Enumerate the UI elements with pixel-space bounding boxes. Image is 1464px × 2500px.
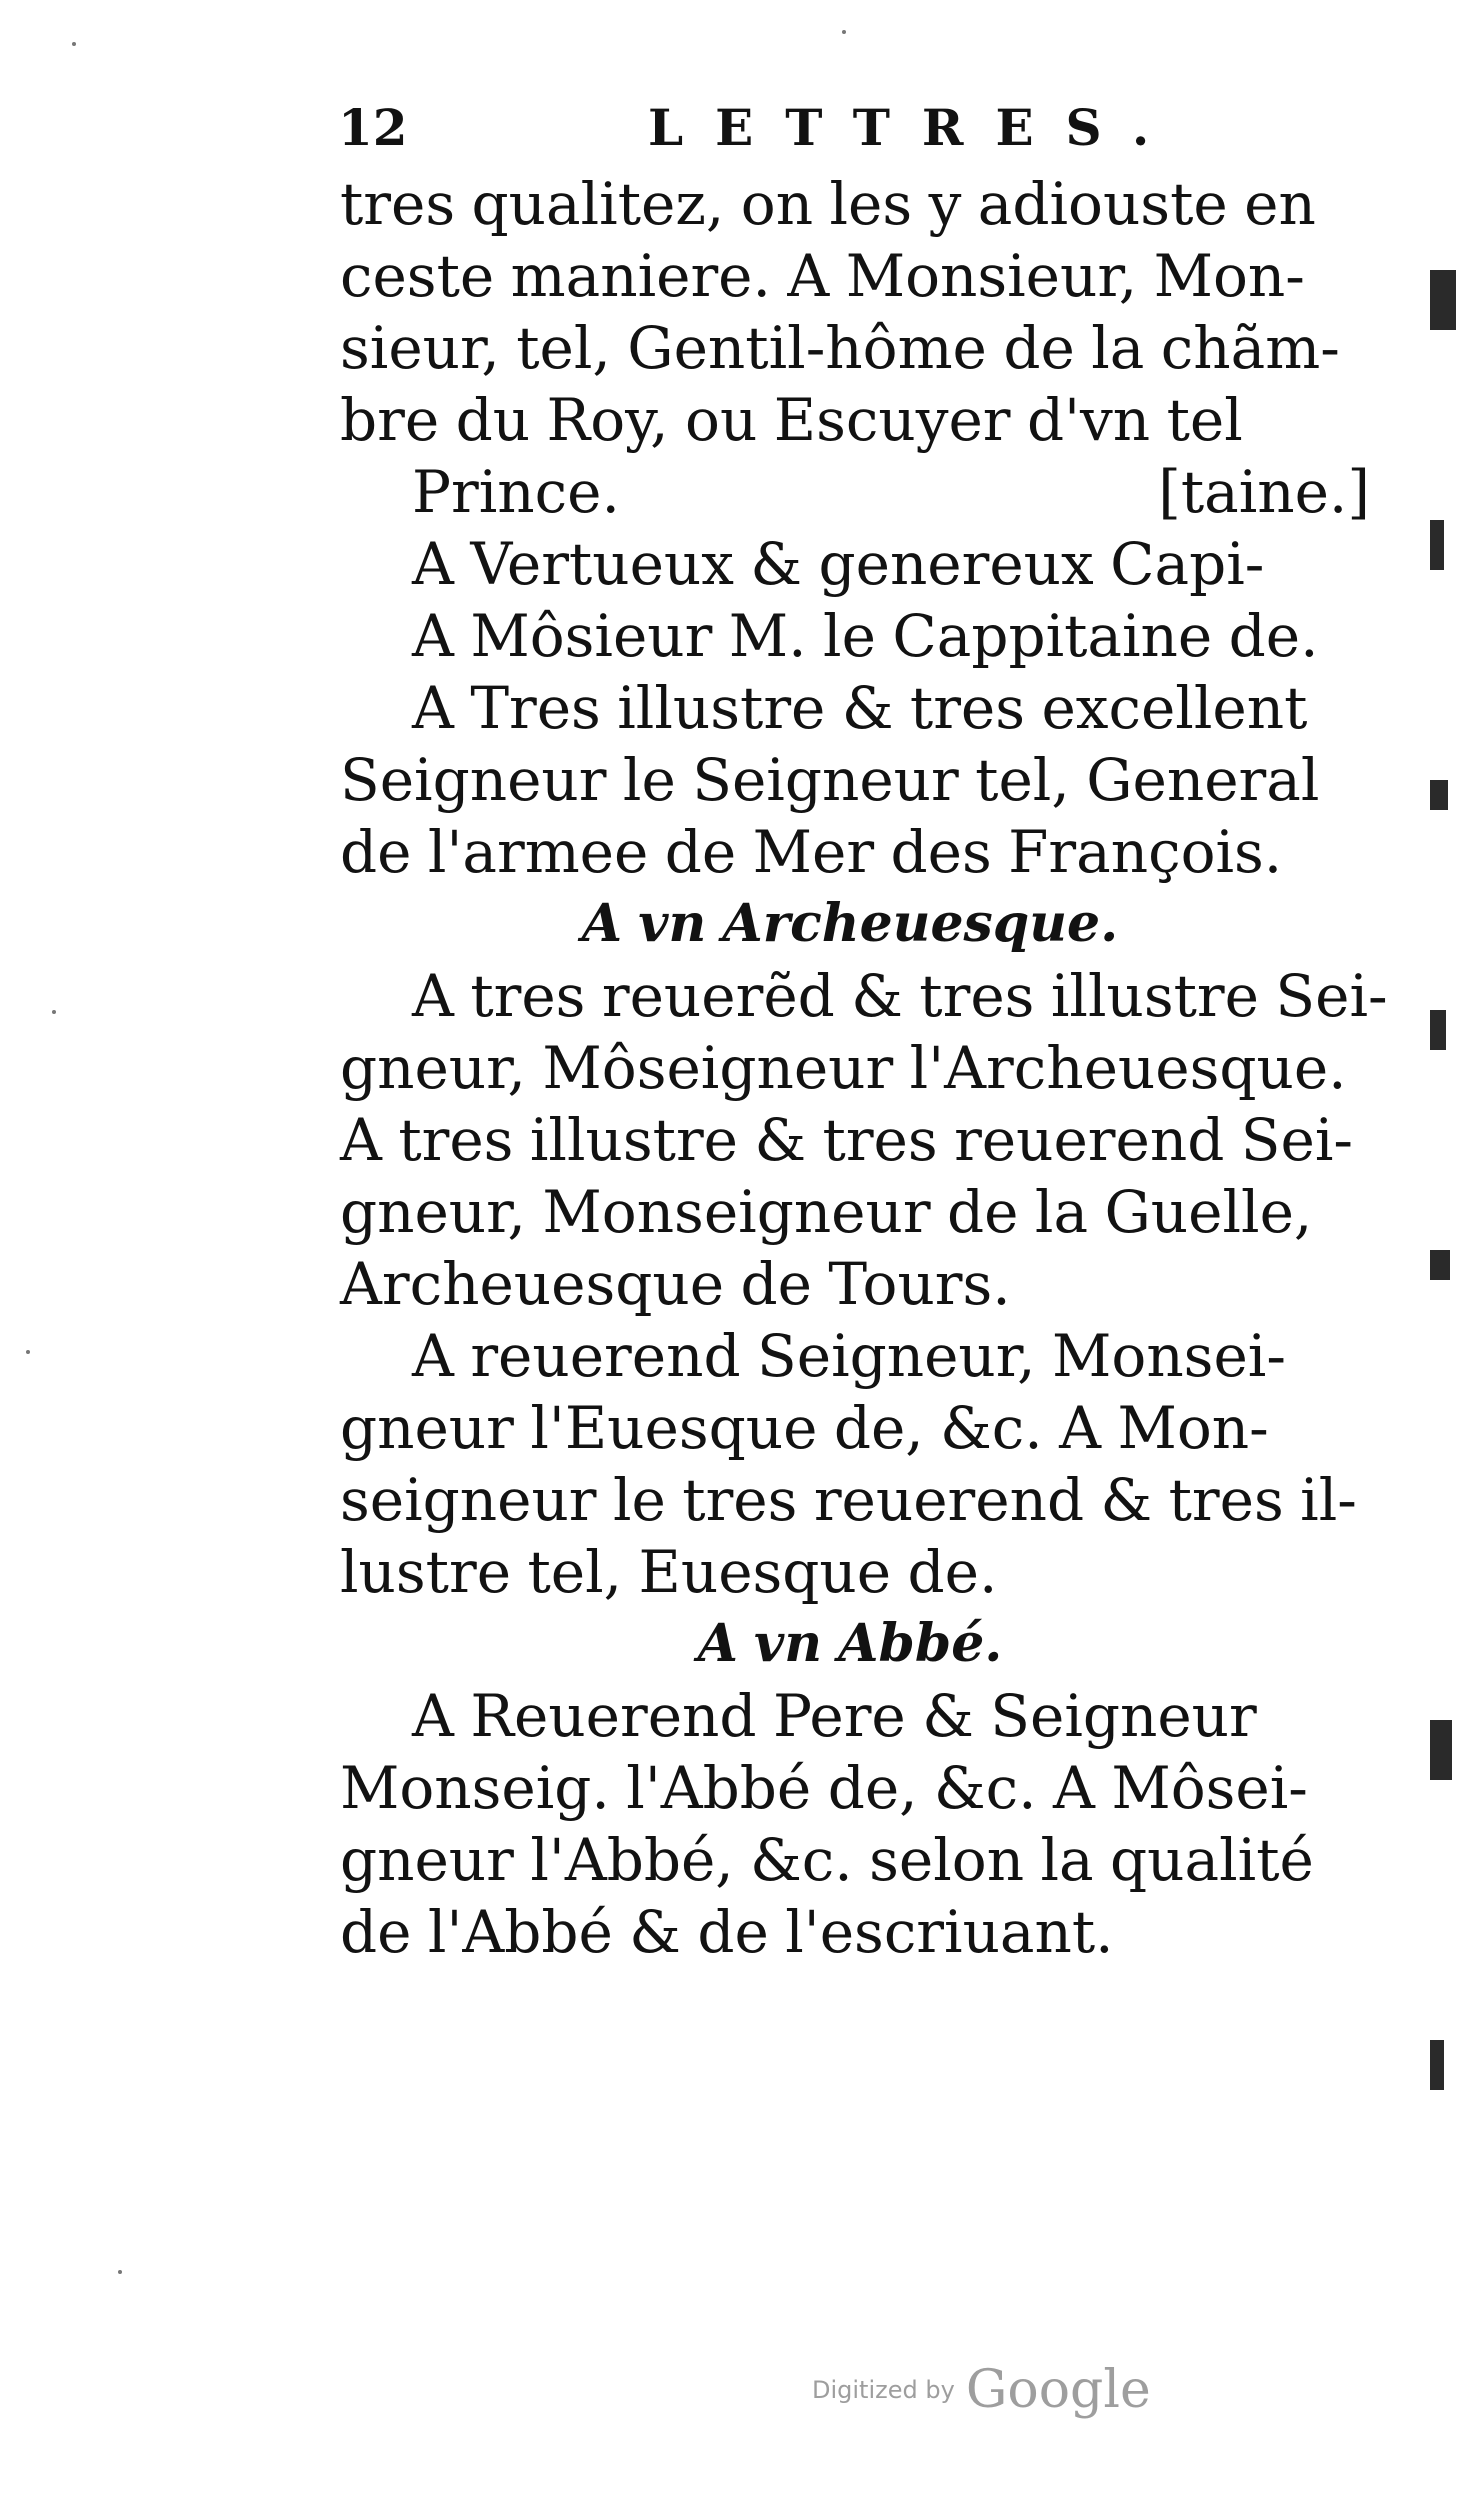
margin-fragment (1430, 780, 1448, 810)
google-logo-text: Google (965, 2360, 1151, 2420)
line-right: [taine.] (1158, 458, 1370, 526)
speck (118, 2270, 122, 2274)
text-line: Monseig. l'Abbé de, &c. A Môsei- (340, 1754, 1308, 1822)
text-line: tres qualitez, on les y adiouste en (340, 170, 1316, 238)
text-line: A reuerend Seigneur, Monsei- (412, 1322, 1286, 1390)
text-line: A Reuerend Pere & Seigneur (412, 1682, 1257, 1750)
section-heading: A vn Archeuesque. (581, 893, 1119, 954)
margin-fragment (1430, 1250, 1450, 1280)
text-line: A tres illustre & tres reuerend Sei- (340, 1106, 1353, 1174)
line-left: Prince. (412, 458, 620, 526)
text-line: A Tres illustre & tres excellent (412, 674, 1308, 742)
margin-fragment (1430, 1010, 1446, 1050)
text-line: gneur, Monseigneur de la Guelle, (340, 1178, 1313, 1246)
margin-fragment (1430, 2040, 1444, 2090)
text-line: Archeuesque de Tours. (340, 1250, 1011, 1318)
text-line: A Môsieur M. le Cappitaine de. (412, 602, 1319, 670)
text-line: bre du Roy, ou Escuyer d'vn tel (340, 386, 1243, 454)
speck (842, 30, 846, 34)
speck (52, 1010, 56, 1014)
text-line: A tres reuerẽd & tres illustre Sei- (412, 962, 1388, 1030)
text-line: sieur, tel, Gentil-hôme de la chãm- (340, 314, 1340, 382)
text-line: lustre tel, Euesque de. (340, 1538, 998, 1606)
text-line-split (340, 456, 1380, 528)
text-line: ceste maniere. A Monsieur, Mon- (340, 242, 1305, 310)
text-line: gneur l'Abbé, &c. selon la qualité (340, 1826, 1314, 1894)
page-number: 12 (338, 98, 408, 157)
margin-fragment (1430, 1720, 1452, 1780)
google-watermark (812, 2360, 1151, 2430)
speck (26, 1350, 30, 1354)
digitized-by-text: Digitized by (812, 2376, 955, 2404)
running-head (338, 92, 1348, 164)
margin-fragment (1430, 270, 1456, 330)
running-title: LETTRES. (648, 98, 1182, 157)
page-body (340, 168, 1388, 1968)
margin-fragment (1430, 520, 1444, 570)
speck (72, 42, 76, 46)
text-line: gneur l'Euesque de, &c. A Mon- (340, 1394, 1269, 1462)
text-line: seigneur le tres reuerend & tres il- (340, 1466, 1357, 1534)
text-line: A Vertueux & genereux Capi- (412, 530, 1265, 598)
text-line: gneur, Môseigneur l'Archeuesque. (340, 1034, 1347, 1102)
text-line: de l'armee de Mer des François. (340, 818, 1283, 886)
section-heading: A vn Abbé. (697, 1613, 1003, 1674)
text-line: Seigneur le Seigneur tel, General (340, 746, 1320, 814)
text-line: de l'Abbé & de l'escriuant. (340, 1898, 1114, 1966)
